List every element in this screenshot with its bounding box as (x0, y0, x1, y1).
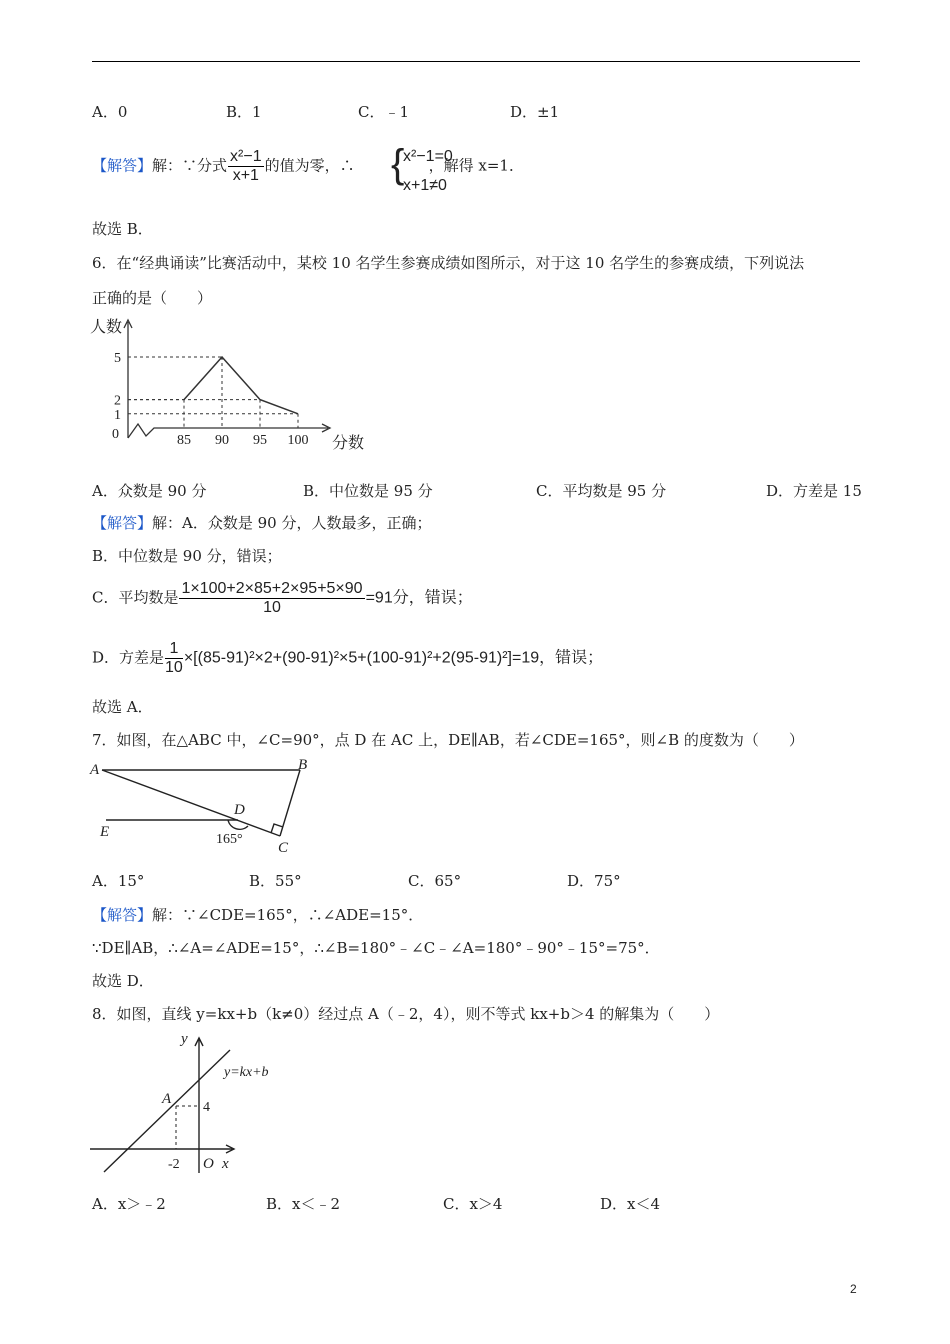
label-line: y=kx+b (224, 1065, 269, 1080)
q6-answer-d: D．方差是 $\frac{1}{10}$ ×[(85-91)²×2+(90-91)²×5+(100-91)²+2(95-91)²]=19，错误； (92, 640, 604, 676)
q6-stem-line1: 6．在“经典诵读”比赛活动中，某校 10 名学生参赛成绩如图所示，对于这 10 名学生的参赛成绩，下列说法 (92, 254, 805, 272)
q8-option-b: B．x＜﹣2 (266, 1195, 341, 1213)
q7-triangle-figure (88, 754, 328, 858)
series-line (184, 357, 298, 414)
q8-stem: 8．如图，直线 y=kx+b（k≠0）经过点 A（﹣2，4），则不等式 kx+b＞4 的解集为（ ） (92, 1005, 720, 1023)
system-brace: { (391, 142, 405, 186)
q7-answer-2: ∵DE∥AB，∴∠A=∠ADE=15°，∴∠B=180°﹣∠C﹣∠A=180°﹣90°﹣15°=75°． (92, 939, 660, 957)
y-tick-label: 0 (112, 427, 119, 442)
label-y: y (181, 1031, 188, 1047)
q6-conclusion: 故选 A． (92, 698, 153, 716)
q6-option-a: A．众数是 90 分 (92, 482, 207, 500)
q5-option-b: B．1 (226, 103, 262, 121)
q6-stem-line2: 正确的是（ ） (92, 289, 213, 307)
y-axis-label: 人数 (90, 319, 123, 336)
label-neg2: -2 (168, 1157, 180, 1172)
page-number: 2 (850, 1282, 857, 1296)
label-x: x (222, 1156, 229, 1172)
line-kx-b (104, 1050, 230, 1172)
q6-answer-a: 【解答】解：A．众数是 90 分，人数最多，正确； (92, 514, 432, 532)
q7-option-c: C．65° (408, 872, 462, 890)
q6-option-d: D．方差是 15 (766, 482, 862, 500)
q7-option-b: B．55° (249, 872, 302, 890)
x-tick-label: 95 (253, 433, 267, 448)
y-tick-label: 5 (114, 351, 121, 366)
label-d: D (234, 802, 245, 818)
q7-option-a: A．15° (92, 872, 145, 890)
q8-option-c: C．x＞4 (443, 1195, 503, 1213)
q5-system-line1: x²−1=0 (403, 148, 453, 165)
q6-score-chart (88, 312, 378, 462)
label-four: 4 (203, 1100, 210, 1115)
label-a: A (90, 762, 100, 778)
q6-variance-fraction: $\frac{1}{10}$ (165, 640, 183, 676)
q5-system-line2: x+1≠0 (403, 177, 447, 194)
q6-option-b: B．中位数是 95 分 (303, 482, 433, 500)
segment-ac (102, 770, 280, 836)
q6-answer-b: B．中位数是 90 分，错误； (92, 547, 282, 565)
header-rule (92, 61, 860, 62)
label-angle: 165° (216, 832, 243, 847)
segment-bc (280, 770, 300, 836)
answer-tag: 【解答】 (92, 906, 153, 924)
q7-stem: 7．如图，在△ABC 中，∠C=90°，点 D 在 AC 上，DE∥AB，若∠CDE=165°，则∠B 的度数为（ ） (92, 731, 804, 749)
x-tick-label: 100 (287, 433, 309, 448)
q6-option-c: C．平均数是 95 分 (536, 482, 667, 500)
label-o: O (203, 1156, 214, 1172)
angle-arc (228, 820, 248, 829)
label-b: B (298, 757, 308, 773)
q8-option-d: D．x＜4 (600, 1195, 661, 1213)
label-c: C (278, 840, 289, 856)
answer-tag: 【解答】 (92, 514, 153, 532)
label-a: A (162, 1091, 172, 1107)
q5-option-d: D．±1 (510, 103, 560, 121)
q8-line-graph (88, 1028, 308, 1178)
q5-answer-line: 【解答】解：∵分式 $\frac{\text{x²−1}}{x+1}$ 的值为零，∴ ，解得 x=1． (92, 148, 524, 184)
q7-answer-1: 【解答】解：∵∠CDE=165°，∴∠ADE=15°． (92, 906, 424, 924)
q8-option-a: A．x＞﹣2 (92, 1195, 166, 1213)
q6-answer-c: C．平均数是 $\frac{1\times 100+2\times 85+2\times 95+5\times 90}{10}$ =91分，错误； (92, 580, 473, 616)
x-tick-label: 90 (215, 433, 229, 448)
q5-option-c: C．﹣1 (358, 103, 410, 121)
answer-tag: 【解答】 (92, 156, 153, 175)
x-axis-label: 分数 (332, 435, 365, 452)
y-tick-label: 1 (114, 407, 121, 423)
q5-option-a: A．0 (92, 103, 128, 121)
q7-conclusion: 故选 D． (92, 972, 154, 990)
label-e: E (100, 824, 110, 840)
q5-conclusion: 故选 B． (92, 220, 153, 238)
q6-mean-fraction: $\frac{1\times 100+2\times 85+2\times 95+5\times 90}{10}$ (181, 580, 363, 616)
q5-fraction: $\frac{\text{x²−1}}{x+1}$ (230, 148, 262, 184)
q7-option-d: D．75° (567, 872, 621, 890)
y-tick-label: 2 (114, 393, 121, 409)
x-tick-label: 85 (177, 433, 191, 448)
